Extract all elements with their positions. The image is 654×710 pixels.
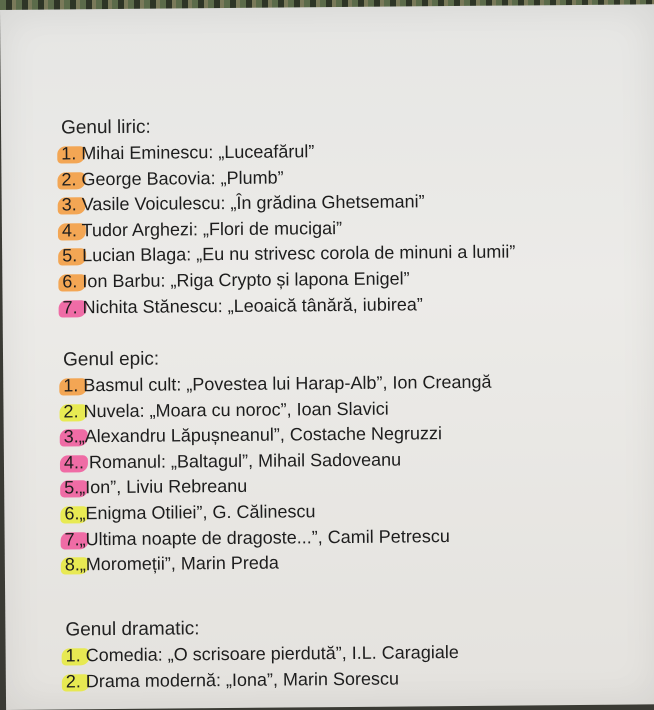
list-item [64,447,492,476]
list-item [62,291,515,321]
list-item [62,240,515,270]
list-item-text: 4. Tudor Arghezi: „Flori de mucigai” [61,217,343,241]
section-epic [63,344,493,578]
section-liric [61,112,516,321]
list-item [64,472,492,501]
list-item-text: 1. Mihai Eminescu: „Luceafărul” [61,141,315,164]
list-item [63,370,491,399]
list-item [64,498,492,527]
list-item-text: 1. Basmul cult: „Povestea lui Harap-Alb”, Ion Creangă [63,371,492,396]
list-item-text: 7.„Ultima noapte de dragoste...”, Camil Petrescu [64,525,450,550]
section-dramatic [65,614,459,695]
list-item-text: 1. Comedia: „O scrisoare pierdută”, I.L. Caragiale [65,642,459,666]
list-item-text: 6.„Enigma Otiliei”, G. Călinescu [64,501,316,524]
list-item [63,395,491,424]
list-item [62,189,515,219]
list-item [65,549,493,578]
list-item-text: 8.„Moromeții”, Marin Preda [64,552,279,575]
list-item [65,523,493,552]
list-item-text: 2. Drama modernă: „Iona”, Marin Sorescu [65,668,400,692]
list-item-text: 7. Nichita Stănescu: „Leoaică tânără, iubirea” [62,293,423,318]
list-item-text: 6. Ion Barbu: „Riga Crypto și lapona Enigel” [62,268,410,292]
list-item [66,640,459,669]
list-item-text: 3. Vasile Voiculescu: „În grădina Ghetsemani” [61,191,425,215]
list-item-text: 5.„Ion”, Liviu Rebreanu [64,476,248,498]
list-item-text: 4.. Romanul: „Baltagul”, Mihail Sadoveanu [63,449,402,473]
list-item [66,666,459,695]
section-heading: Genul dramatic: [65,618,200,641]
paper-sheet [0,4,654,710]
list-item-text: 2. George Bacovia: „Plumb” [61,167,284,190]
section-heading: Genul liric: [60,116,151,139]
section-heading: Genul epic: [62,348,160,371]
list-item [61,138,514,168]
list-item-text: 3.„Alexandru Lăpușneanul”, Costache Negruzzi [63,423,443,447]
list-item [61,163,514,193]
list-item [62,265,515,295]
list-item [62,214,515,244]
list-item-text: 2. Nuvela: „Moara cu noroc”, Ioan Slavici [63,398,389,422]
list-item [64,421,492,450]
list-item-text: 5. Lucian Blaga: „Eu nu strivesc corola de minuni a lumii” [62,241,516,266]
